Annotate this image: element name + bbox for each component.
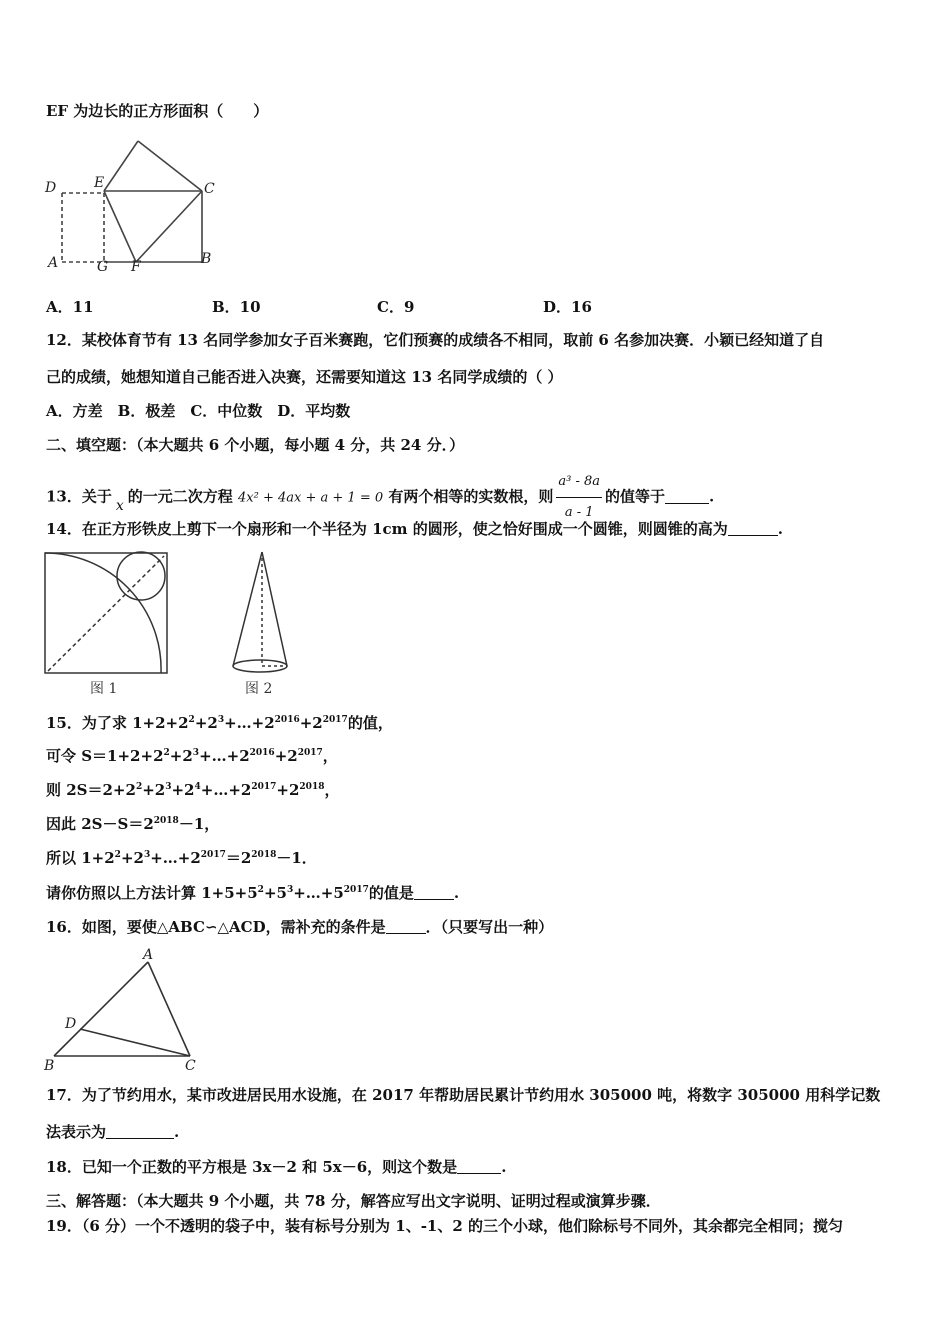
q15-line2: 可令 $S=1+2+2^2+2^3+\dots+2^{2016}+2^{2017}$，: [46, 747, 338, 765]
q13-answer-blank[interactable]: [665, 489, 709, 504]
label-g: G: [97, 259, 109, 273]
q13-prefix: 13．关于: [46, 487, 112, 506]
q12-options: A．方差 B．极差 C．中位数 D．平均数: [46, 402, 351, 420]
q16-text: 16．如图，要使△ABC∽△ACD，需补充的条件是: [46, 918, 386, 936]
q11-option-c: C．9: [377, 298, 415, 316]
q13-frac-den: a - 1: [564, 505, 594, 520]
q14-end: .: [777, 520, 783, 538]
label-d: D: [45, 180, 57, 196]
q13-mid: 的一元二次方程: [127, 487, 233, 506]
q16-answer-blank[interactable]: [386, 919, 426, 934]
q11-option-b: B．10: [212, 298, 261, 316]
q18-end: .: [501, 1158, 507, 1176]
label-e: E: [94, 175, 105, 191]
q17-line2: [46, 1122, 179, 1142]
q14-answer-blank[interactable]: [728, 521, 778, 536]
q11-tail: EF 为边长的正方形面积（ ）: [46, 102, 269, 120]
label-c: C: [204, 181, 215, 197]
fig1-caption: 图 1: [90, 681, 118, 697]
q13-end: .: [709, 487, 715, 506]
q11-option-a: A．11: [46, 298, 94, 316]
q15-line5: 所以 $1+2^2+2^3+\dots+2^{2017}=2^{2018}-1$．: [46, 849, 317, 867]
q13-suffix: 的值等于: [605, 487, 666, 506]
q16: [46, 917, 553, 937]
q17-answer-blank[interactable]: [106, 1124, 174, 1139]
q14: [46, 519, 783, 539]
q17-line1: 17．为了节约用水，某市改进居民用水设施，在 2017 年帮助居民累计节约用水 305000 吨，将数字 305000 用科学记数: [46, 1086, 881, 1104]
section3-heading: 三、解答题：（本大题共 9 个小题，共 78 分，解答应写出文字说明、证明过程或演算步骤．: [46, 1192, 661, 1210]
q15-line3: 则 $2S=2+2^2+2^3+2^4+\dots+2^{2017}+2^{2018}$，: [46, 781, 340, 799]
q17-end: .: [174, 1123, 180, 1141]
q14-text: 14．在正方形铁皮上剪下一个扇形和一个半径为 1cm 的圆形，使之恰好围成一个圆锥，则圆锥的高为: [46, 520, 728, 538]
q16-triangle-figure: [40, 944, 205, 1074]
q14-figure-2: [225, 548, 295, 698]
q18: [46, 1157, 506, 1177]
q19-line1: 19．（6 分）一个不透明的袋子中，装有标号分别为 1、-1、2 的三个小球，他们除标号不同外，其余都完全相同；搅匀: [46, 1217, 844, 1235]
q12-line2: 己的成绩，她想知道自己能否进入决赛，还需要知道这 13 名同学成绩的（ ）: [46, 368, 563, 386]
label-f: F: [131, 259, 141, 273]
q13-mid2: 有两个相等的实数根，则: [388, 487, 554, 506]
q18-text: 18．已知一个正数的平方根是 3x－2 和 5x－6，则这个数是: [46, 1158, 458, 1176]
fig2-caption: 图 2: [245, 681, 273, 697]
q15-line4: 因此 $2S-S=2^{2018}-1$，: [46, 815, 220, 833]
label-a: A: [143, 947, 154, 963]
q11-square-figure: [40, 138, 230, 273]
q14-figure-1: [40, 548, 175, 698]
q11-option-d: D．16: [543, 298, 592, 316]
q15-line1: 15．为了求 $1+2+2^2+2^3+\dots+2^{2016}+2^{2017}$的值，: [46, 714, 393, 732]
label-b: B: [44, 1058, 55, 1074]
q15-line6: 请你仿照以上方法计算 $1+5+5^2+5^3+\dots+5^{2017}$的值是 .: [46, 884, 460, 902]
label-b: B: [201, 251, 212, 267]
q13-equation: 4x² + 4ax + a + 1 = 0: [238, 490, 384, 506]
q13-frac-num: a³ - 8a: [556, 467, 602, 498]
q12-line1: 12．某校体育节有 13 名同学参加女子百米赛跑，它们预赛的成绩各不相同，取前 6 名参加决赛．小颖已经知道了自: [46, 331, 825, 349]
section2-heading: 二、填空题：（本大题共 6 个小题，每小题 4 分，共 24 分．）: [46, 436, 465, 454]
label-d: D: [65, 1016, 77, 1032]
q15-answer-blank[interactable]: [414, 885, 454, 900]
q16-end: ．（只要写出一种）: [425, 918, 554, 936]
q13-var: x: [115, 497, 124, 514]
label-c: C: [185, 1058, 196, 1074]
q17-line2-text: 法表示为: [46, 1123, 107, 1141]
q18-answer-blank[interactable]: [457, 1159, 501, 1174]
label-a: A: [48, 255, 59, 271]
